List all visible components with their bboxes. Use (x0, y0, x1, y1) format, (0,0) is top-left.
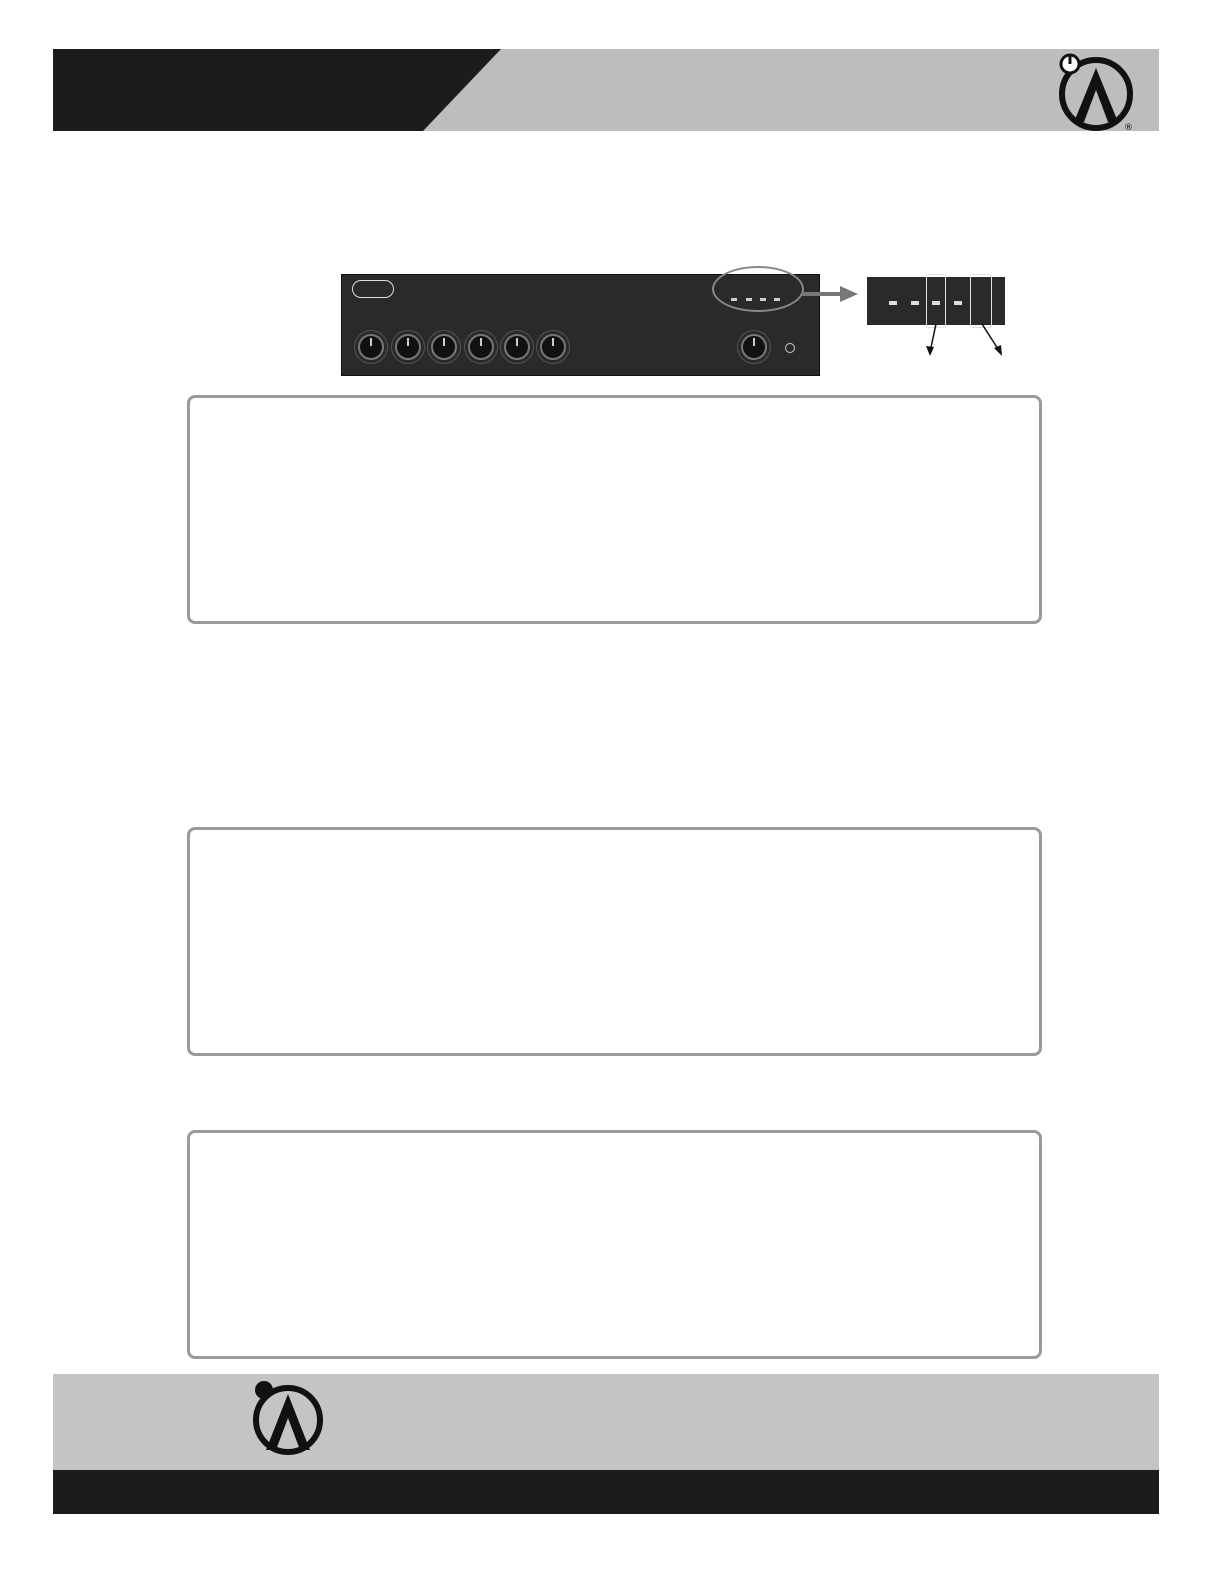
channel-knob-3 (431, 334, 457, 360)
footer-logo (248, 1380, 478, 1462)
example-box-over-wattage (187, 1130, 1042, 1359)
zoom-highlight-oval (712, 266, 804, 312)
atlas-logo-icon (1048, 50, 1148, 136)
zoom-arrow-head-icon (840, 286, 858, 302)
footer-band (53, 1374, 1159, 1470)
channel-knob-1 (358, 334, 384, 360)
channel-knob-2 (395, 334, 421, 360)
limit-highlight-box (926, 274, 946, 328)
panel-pointer-arrows-icon (900, 322, 1010, 358)
amp-brand-badge (352, 280, 394, 298)
channel-knob-4 (468, 334, 494, 360)
channel-knob-6 (540, 334, 566, 360)
panel-led-signal (889, 301, 897, 305)
svg-text:®: ® (1124, 123, 1133, 133)
master-level-knob (741, 334, 767, 360)
atlas-sound-logo-icon (248, 1380, 332, 1462)
example-box-safe-load (187, 395, 1042, 624)
footer-dark-bar (53, 1470, 1159, 1514)
panel-led-peak (911, 301, 919, 305)
channel-knob-5 (504, 334, 530, 360)
header-dark-wedge (53, 49, 1159, 131)
phd-highlight-box (970, 274, 992, 328)
example-box-wrong-tap (187, 827, 1042, 1056)
enlarged-led-panel (867, 277, 1005, 325)
panel-led-power (954, 301, 962, 305)
zoom-arrow-shaft (802, 292, 842, 296)
power-button-icon (785, 343, 795, 353)
